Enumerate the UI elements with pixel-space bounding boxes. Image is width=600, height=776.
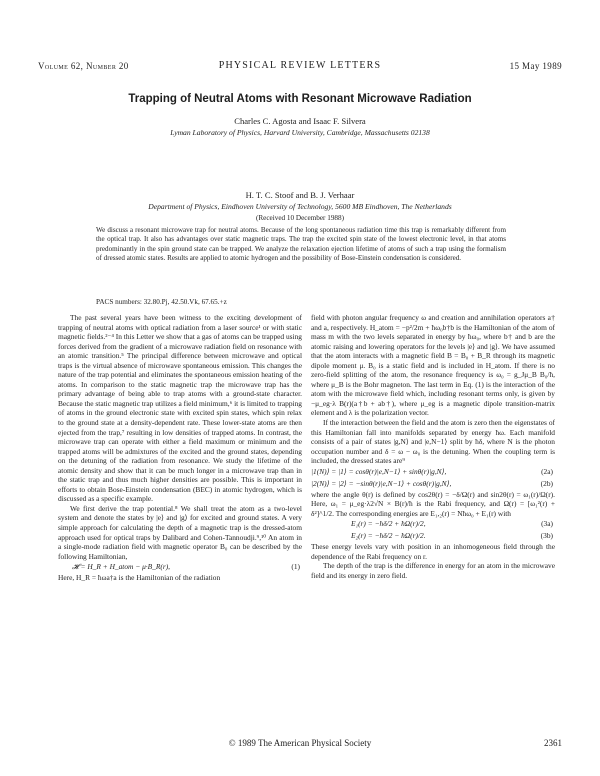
author-list-1: Charles C. Agosta and Isaac F. Silvera	[234, 116, 366, 126]
left-column	[58, 313, 302, 583]
journal-name: PHYSICAL REVIEW LETTERS	[218, 60, 382, 71]
equation-3b-number: (3b)	[540, 531, 553, 541]
equation-3b	[311, 530, 555, 542]
equation-2a	[311, 466, 555, 478]
affiliation-2: Department of Physics, Eindhoven University of Technology, 5600 MB Eindhoven, The Netherlands	[148, 202, 452, 211]
left-paragraph-2: We first derive the trap potential.⁸ We shall treat the atom as a two-level system and denote the states by |e⟩ and |g⟩ for excited and ground states. A very simple approach for calculating the depth of a magnetic trap is the dressed-atom approach used for optical traps by Dalibard and Cohen-Tannoudji.⁹,¹⁰ An atom in a single-mode radiation field with magnetic operator B₀ can be described by the following Hamiltonian,	[58, 503, 302, 561]
right-paragraph-4: These energy levels vary with position in an inhomogeneous field through the dependence of the Rabi frequency on r.	[311, 542, 555, 561]
pacs-numbers: PACS numbers: 32.80.Pj, 42.50.Vk, 67.65.+z	[96, 298, 227, 306]
equation-1-body: 𝓗 = H_R + H_atom − μ·B_R(r),	[72, 562, 171, 572]
right-column	[311, 313, 555, 581]
equation-3a	[311, 518, 555, 530]
issue-date: 15 May 1989	[509, 61, 562, 71]
equation-1-number: (1)	[291, 562, 300, 572]
page-number: 2361	[544, 738, 562, 748]
equation-2b-body: |2(N)⟩ = |2⟩ = −sinθ(r)|e,N−1⟩ + cosθ(r)|g,N⟩,	[311, 478, 452, 488]
volume-number: Volume 62, Number 20	[38, 61, 129, 71]
equation-3a-number: (3a)	[541, 519, 553, 529]
author-list-2: H. T. C. Stoof and B. J. Verhaar	[245, 190, 355, 200]
copyright-notice: © 1989 The American Physical Society	[228, 738, 372, 748]
equation-2b	[311, 478, 555, 490]
left-paragraph-1: The past several years have been witness to the exciting development of trapping of neutral atoms with optical radiation from a laser source¹ or with static magnetic fields.²⁻⁴ In this Letter we show that a gas of atoms can be trapped using forces derived from the gradient of a microwave radiation field on resonance with an atomic transition.⁵ The principal difference between microwave and optical traps is the virtual absence of microwave spontaneous emission. This changes the nature of the trap potential and eliminates the spontaneous emission heating of the atoms. In comparison to the static magnetic trap the microwave trap has the primary advantage of being able to trap atoms with a ground-state character. Because the static magnetic trap utilizes a field minimum,⁶ it is limited to trapping of atoms in the ground electronic state with excited spin states, which spin relax to the ground state at a density-dependent rate. These lower-state atoms are then ejected from the trap,⁷ resulting in low densities of trapped atoms. In contrast, the microwave trap can operate with either a field maximum or minimum and the trapped atoms will be admixtures of the excited and the ground states, depending on the detuning of the radiation from resonance. We study the lifetime of the atomic density and show that it can be much longer in a microwave trap than in the static trap and thus much higher densities are possible. This is important in efforts to obtain Bose-Einstein condensation (BEC) in atomic hydrogen, which is discussed as a specific example.	[58, 313, 302, 504]
received-date: (Received 10 December 1988)	[255, 214, 344, 222]
equation-3a-body: E₁(r) = −ħδ/2 + ħΩ(r)/2,	[351, 519, 426, 529]
equation-1	[58, 561, 302, 573]
page-footer	[38, 738, 562, 752]
right-paragraph-5: The depth of the trap is the difference in energy for an atom in the microwave field and its energy in zero field.	[311, 561, 555, 581]
left-paragraph-3: Here, H_R = ħωa†a is the Hamiltonian of the radiation	[58, 573, 221, 583]
equation-2a-body: |1(N)⟩ = |1⟩ = cosθ(r)|e,N−1⟩ + sinθ(r)|g,N⟩,	[311, 466, 447, 476]
affiliation-1: Lyman Laboratory of Physics, Harvard University, Cambridge, Massachusetts 02138	[170, 128, 430, 137]
right-paragraph-2: If the interaction between the field and the atom is zero then the eigenstates of this Hamiltonian fall into manifolds separated by energy ħω. Each manifold consists of a pair of states |g,N⟩ and |e,N−1⟩ split by ħδ, where N is the photon occupation number and δ = ω − ω₀ is the detuning. When the coupling term is included, the dressed states are⁹	[311, 418, 555, 466]
abstract: We discuss a resonant microwave trap for neutral atoms. Because of the long spontaneous radiation time this trap is remarkably different from the optical trap. It also has advantages over static magnetic traps. The trap the excited spin state of the lowest electronic level, in that atoms predominantly in the spin ground state can be trapped. We analyze the relaxation ejection lifetime of atoms of such a trap using the formalism of dressed atomic states. Results are applied to atomic hydrogen and the possibility of Bose-Einstein condensation is considered.	[96, 226, 506, 262]
equation-3b-body: E₂(r) = −ħδ/2 − ħΩ(r)/2.	[351, 531, 426, 541]
equation-2a-number: (2a)	[541, 466, 553, 476]
right-paragraph-1: field with photon angular frequency ω and creation and annihilation operators a† and a, respectively. H_atom = −p²/2m + ħω₀b†b is the Hamiltonian of the atom of mass m with the two levels separated in energy by ħω₀, where b† and b are the atomic raising and lowering operators for the levels |e⟩ and |g⟩. We have assumed that the atom interacts with a magnetic field B = B₀ + B_R through its magnetic dipole moment μ. B₀ is a static field and is included in H_atom. If there is no zero-field splitting of the atom, the resonance frequency is ω₀ = g_Jμ_B B₀/ħ, where μ_B is the Bohr magneton. The last term in Eq. (1) is the interaction of the atom with the microwave field which, including resonant terms only, is given by −μ_eg·λ B(r)(a†b + ab†), where μ_eg is a magnetic dipole transition-matrix element and λ is the polarization vector.	[311, 313, 555, 418]
right-paragraph-3: where the angle θ(r) is defined by cos2θ(r) = −δ/Ω(r) and sin2θ(r) = ω₁(r)/Ω(r). Here, ω₁ = μ_eg·λ2√N × B(r)/ħ is the Rabi frequency, and Ω(r) = [ω₁²(r) + δ²]^1/2. The corresponding energies are E₁,₂(r) = Nħω₀ + E₁(r) with	[311, 489, 555, 518]
paper-title: Trapping of Neutral Atoms with Resonant Microwave Radiation	[128, 93, 472, 105]
equation-2b-number: (2b)	[540, 478, 553, 488]
running-head	[38, 60, 562, 74]
